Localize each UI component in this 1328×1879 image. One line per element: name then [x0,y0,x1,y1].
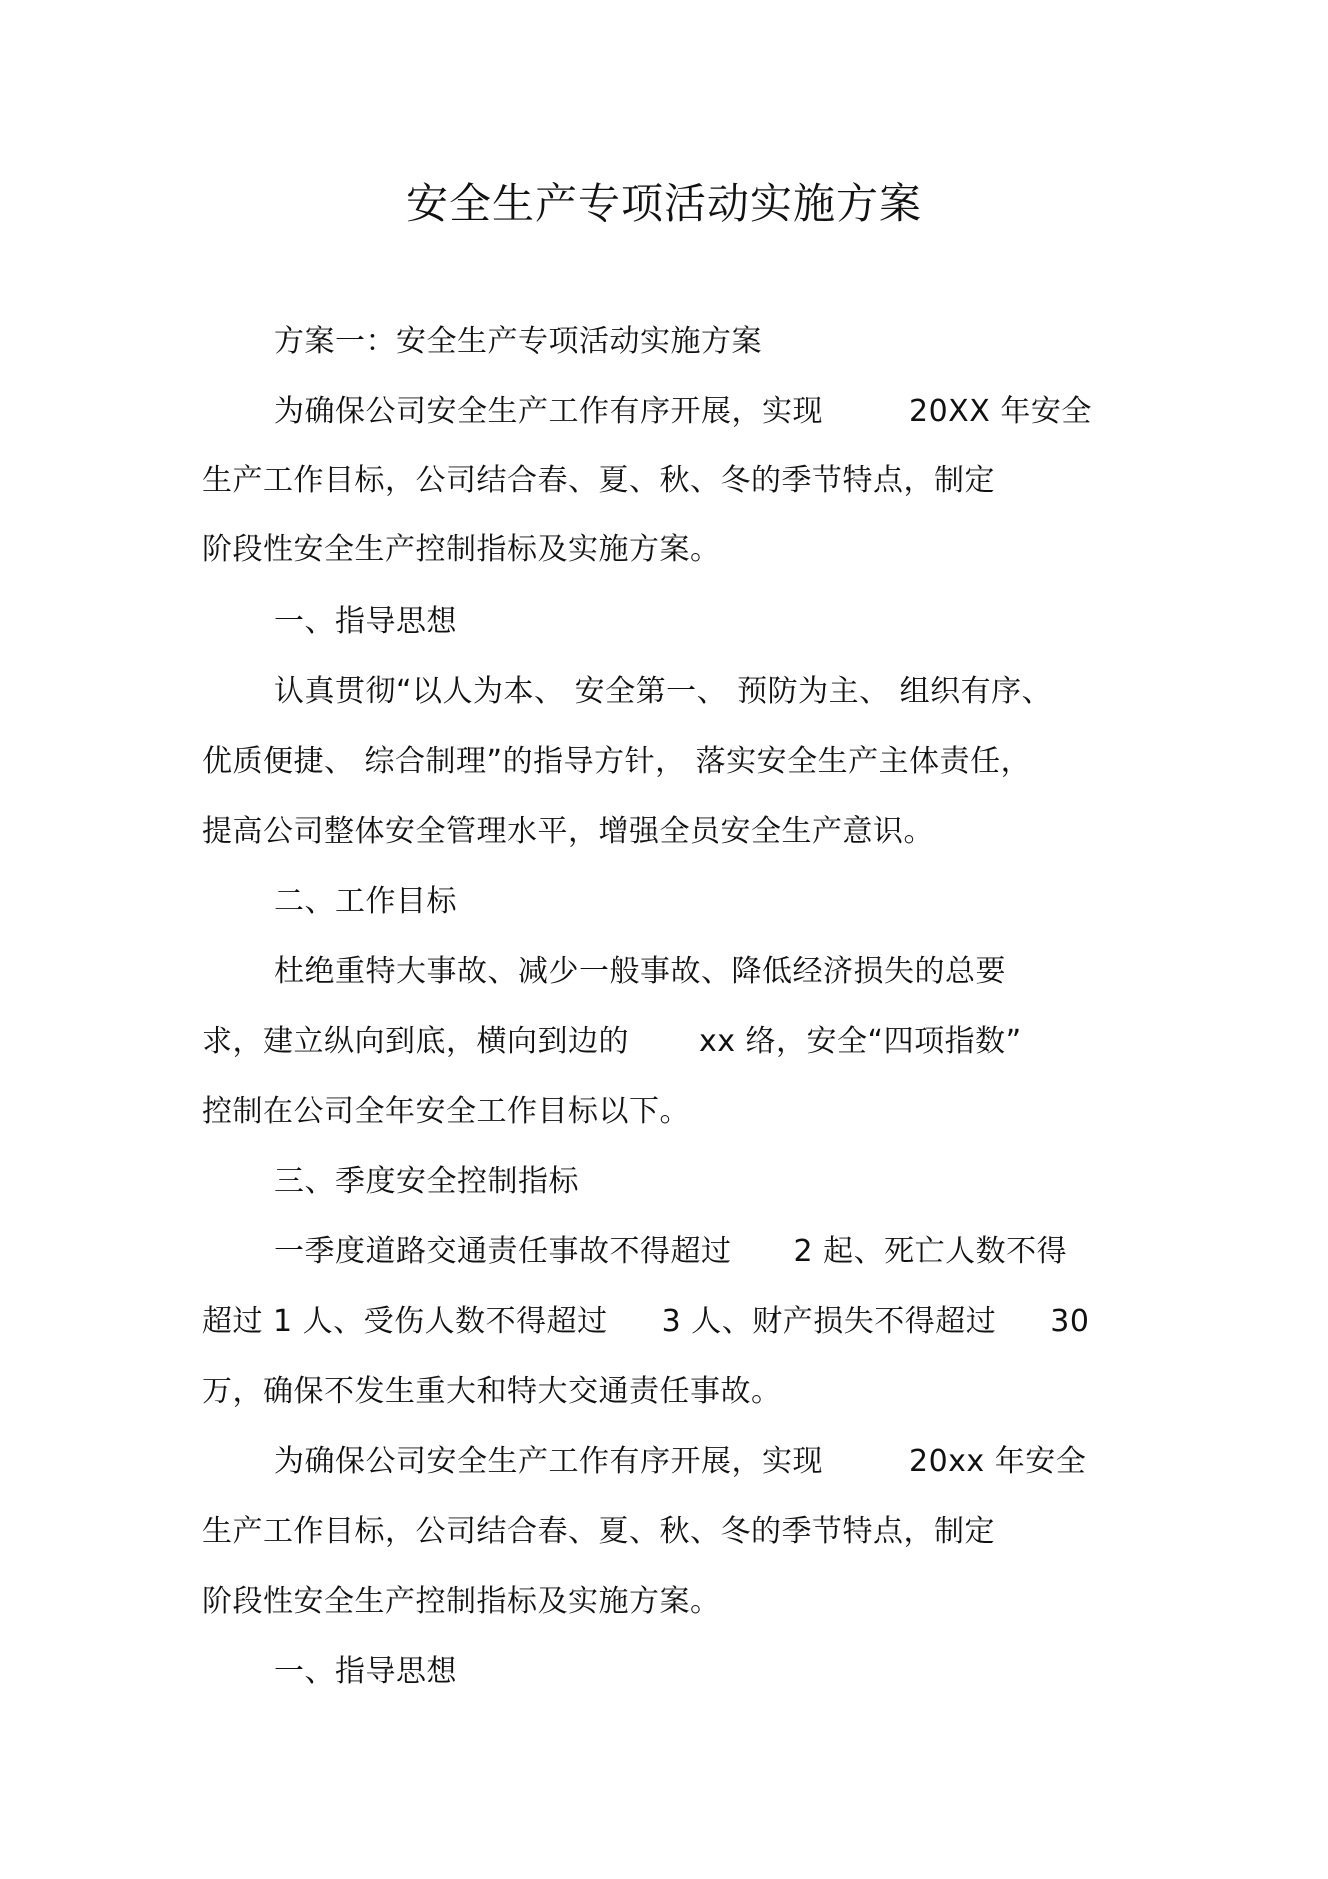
paragraph-3-line-1: 杜绝重特大事故、减少一般事故、降低经济损失的总要 [274,954,1006,989]
text-segment: 2 起、死亡人数不得 [793,1234,1068,1269]
paragraph-3-line-2 [202,1020,1022,1064]
text-segment: 3 人、财产损失不得超过 [661,1304,997,1339]
paragraph-5-line-3: 阶段性安全生产控制指标及实施方案。 [202,1584,721,1619]
text-segment: 20xx 年安全 [909,1444,1087,1479]
text-segment: 30 [1050,1304,1090,1339]
section-heading: 方案一：安全生产专项活动实施方案 [274,324,762,359]
text-segment: xx 络，安全“四项指数” [699,1024,1022,1059]
paragraph-4-line-2 [202,1300,1089,1344]
text-segment: 20XX 年安全 [909,394,1092,429]
paragraph-2-line-3: 提高公司整体安全管理水平，增强全员安全生产意识。 [202,814,934,849]
text-segment: 一季度道路交通责任事故不得超过 [274,1234,732,1269]
paragraph-5-line-2: 生产工作目标，公司结合春、夏、秋、冬的季节特点，制定 [202,1514,995,1549]
paragraph-2-line-1: 认真贯彻“以人为本、 安全第一、 预防为主、 组织有序、 [274,674,1053,709]
paragraph-2-line-2: 优质便捷、 综合制理”的指导方针， 落实安全生产主体责任， [202,744,1032,779]
heading-guiding-thought: 一、指导思想 [274,604,457,639]
document-title: 安全生产专项活动实施方案 [405,179,922,228]
heading-guiding-thought-repeat: 一、指导思想 [274,1654,457,1689]
paragraph-1-line-1 [274,390,1092,434]
paragraph-5-line-1 [274,1440,1086,1484]
text-segment: 求，建立纵向到底，横向到边的 [202,1024,629,1059]
heading-work-goals: 二、工作目标 [274,884,457,919]
paragraph-3-line-3: 控制在公司全年安全工作目标以下。 [202,1094,690,1129]
paragraph-1-line-2: 生产工作目标，公司结合春、夏、秋、冬的季节特点，制定 [202,463,995,498]
text-segment: 为确保公司安全生产工作有序开展，实现 [274,394,823,429]
paragraph-4-line-1 [274,1230,1067,1274]
paragraph-1-line-3: 阶段性安全生产控制指标及实施方案。 [202,532,721,567]
paragraph-4-line-3: 万，确保不发生重大和特大交通责任事故。 [202,1374,782,1409]
heading-quarterly-indicators: 三、季度安全控制指标 [274,1164,579,1199]
text-segment: 为确保公司安全生产工作有序开展，实现 [274,1444,823,1479]
text-segment: 超过 1 人、受伤人数不得超过 [202,1304,608,1339]
